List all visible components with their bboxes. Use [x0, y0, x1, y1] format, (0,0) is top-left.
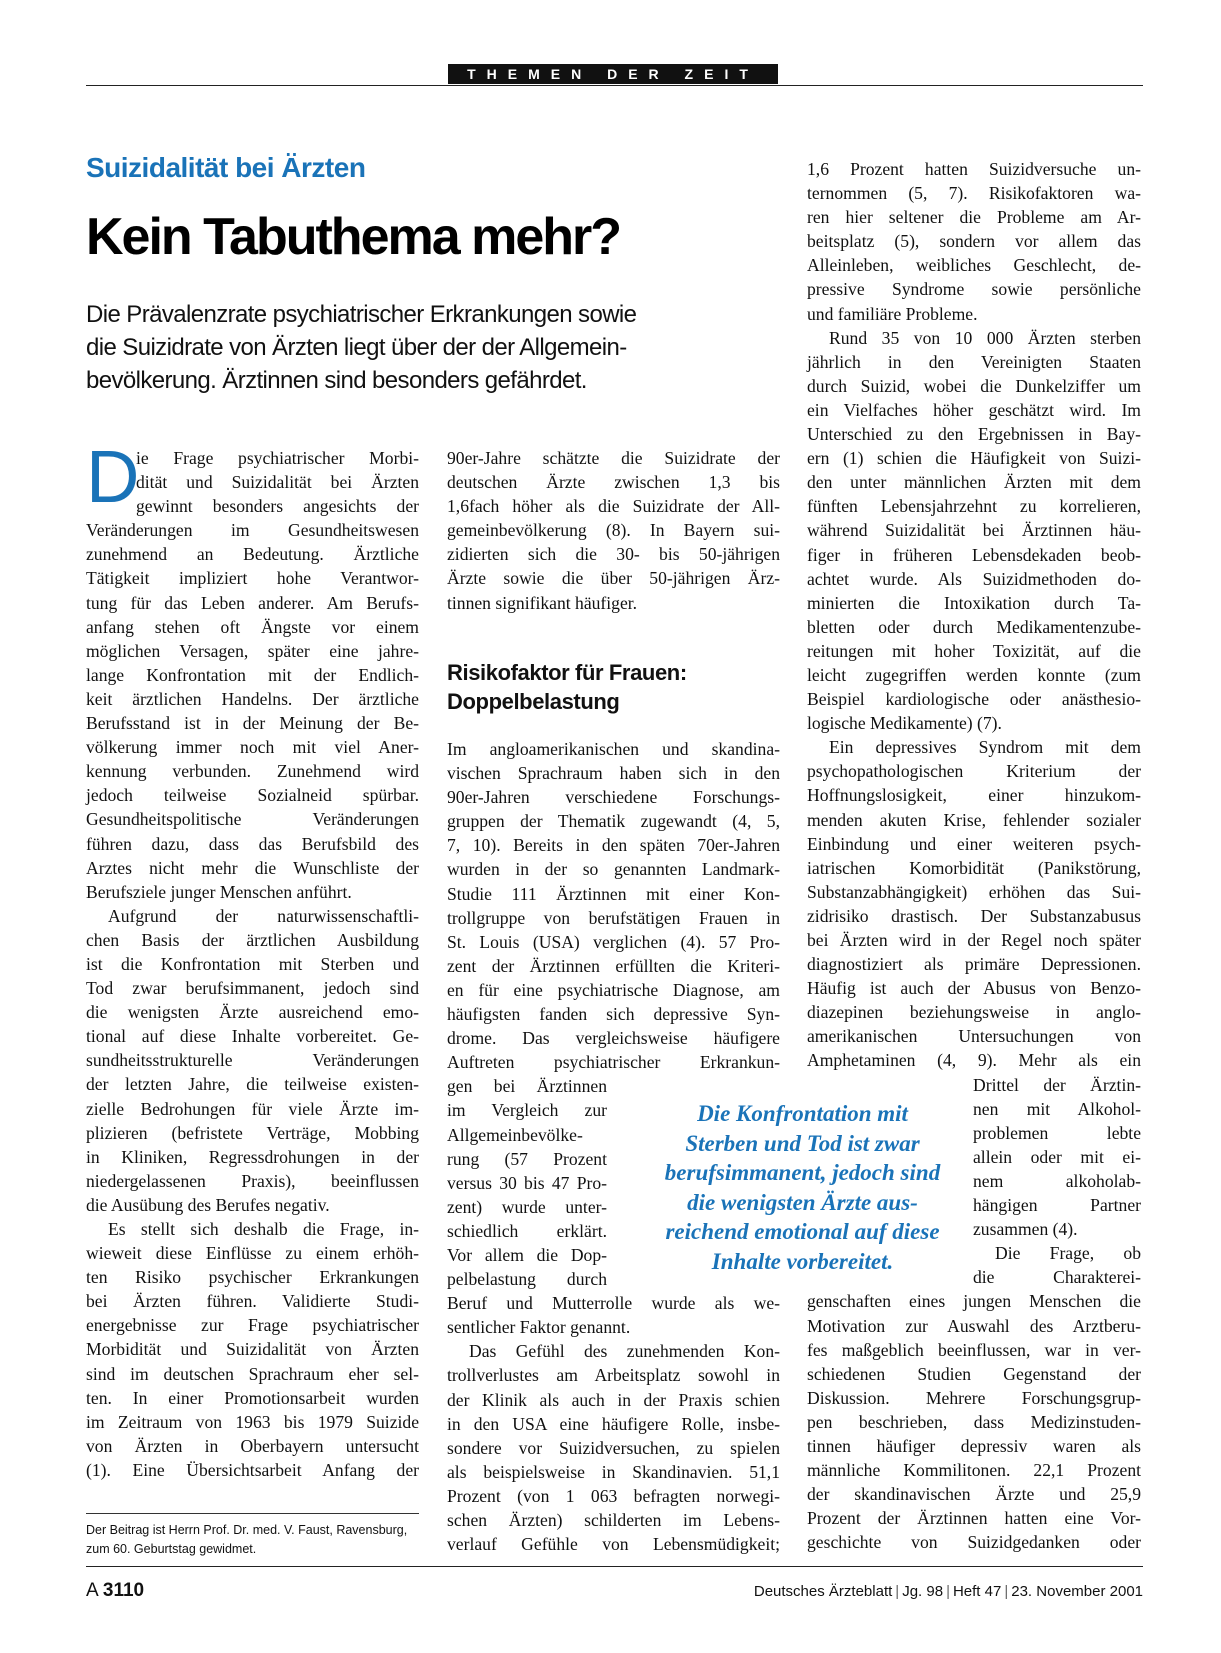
lead-line: bevölkerung. Ärztinnen sind besonders gefährdet.: [86, 367, 587, 394]
text-line: Motivation zur Auswahl des Arztberu-: [807, 1315, 1141, 1336]
text-line: Hoffnungslosigkeit, einer hinzukom-: [807, 785, 1141, 806]
text-line: ie Frage psychiatrischer Morbi-: [136, 448, 419, 468]
text-line: chen Basis der ärztlichen Ausbildung: [86, 929, 419, 950]
text-line: in den USA eine häufigere Rolle, insbe-: [447, 1413, 780, 1434]
text-line: sentlicher Faktor genannt.: [447, 1317, 631, 1338]
text-line: gemeinbevölkerung (8). In Bayern sui-: [447, 520, 780, 541]
text-line: ternommen (5, 7). Risikofaktoren wa-: [807, 183, 1141, 204]
pull-quote-line: Sterben und Tod ist zwar: [685, 1130, 920, 1156]
text-line: bletten oder durch Medikamentenzube-: [807, 616, 1141, 637]
text-line: anfang stehen oft Ängste vor einem: [86, 616, 419, 637]
text-line: Es stellt sich deshalb die Frage, in-: [108, 1219, 419, 1239]
text-line: logische Medikamente) (7).: [807, 713, 1002, 734]
text-line: zidierten sich die 30- bis 50-jährigen: [447, 544, 780, 565]
text-line: führen dazu, dass das Berufsbild des: [86, 833, 419, 854]
page-prefix: A: [86, 1580, 98, 1601]
text-line: tional auf diese Inhalte vorbereitet. Ge-: [86, 1026, 419, 1047]
text-line: pressive Syndrome sowie persönliche: [807, 279, 1141, 300]
text-line: sondere vor Suizidversuchen, zu spielen: [447, 1437, 780, 1458]
text-line: zunehmend an Bedeutung. Ärztliche: [86, 544, 419, 565]
text-line: Ärzte sowie die über 50-jährigen Ärz-: [447, 568, 780, 589]
text-line: rung (57 Prozent: [447, 1148, 607, 1169]
text-line: St. Louis (USA) verglichen (4). 57 Pro-: [447, 931, 780, 952]
page-number-value: 3110: [102, 1580, 145, 1601]
text-line: achtet wurde. Als Suizidmethoden do-: [807, 568, 1141, 589]
text-line: zidrisiko drastisch. Der Substanzabusus: [807, 905, 1141, 926]
pull-quote: [640, 1099, 965, 1276]
text-line: Gesundheitspolitische Veränderungen: [86, 809, 419, 830]
text-line: iatrischen Komorbidität (Panikstörung,: [807, 857, 1141, 878]
text-line: der skandinavischen Ärzte und 25,9: [807, 1484, 1141, 1505]
text-line: lange Konfrontation mit der Endlich-: [86, 664, 419, 685]
text-line: trollgruppe von berufstätigen Frauen in: [447, 907, 780, 928]
text-line: Tod zwar berufsimmanent, jedoch sind: [86, 978, 419, 999]
pull-quote-line: reichend emotional auf diese: [665, 1219, 940, 1244]
section-subhead: [447, 658, 687, 716]
text-line: geschichte von Suizidgedanken oder: [807, 1532, 1141, 1553]
text-line: zent) wurde unter-: [447, 1196, 607, 1217]
text-line: im Vergleich zur: [447, 1100, 607, 1121]
text-line: ern (1) schien die Häufigkeit von Suizi-: [807, 448, 1141, 469]
text-line: reitungen mit hoher Toxizität, auf die: [807, 640, 1141, 661]
text-line: genschaften eines jungen Menschen die: [807, 1291, 1141, 1312]
footer-rule: [86, 1566, 1143, 1567]
text-line: verlauf Gefühle von Lebensmüdigkeit;: [447, 1534, 780, 1555]
text-line: allein oder mit ei-: [973, 1146, 1141, 1167]
text-line: kennung verbunden. Zunehmend wird: [86, 761, 419, 782]
text-line: möglichen Versagen, später eine jahre-: [86, 640, 419, 661]
text-line: der letzten Jahre, die teilweise existen-: [86, 1074, 419, 1095]
text-line: Vor allem die Dop-: [447, 1244, 607, 1265]
journal-name: Deutsches Ärzteblatt: [753, 1583, 893, 1600]
footnote: [86, 1521, 426, 1559]
body-column-3: [807, 157, 1141, 1554]
text-line: der Klinik als auch in der Praxis schien: [447, 1389, 780, 1410]
text-line: Arztes nicht mehr die Wunschliste der: [86, 857, 419, 878]
text-line: den unter männlichen Ärzten mit dem: [807, 472, 1141, 493]
text-line: Beispiel kardiologische oder anästhesio-: [807, 689, 1141, 710]
text-line: völkerung immer noch mit viel Aner-: [86, 737, 419, 758]
text-line: männliche Kommilitonen. 22,1 Prozent: [807, 1460, 1141, 1481]
text-line: von Ärzten in Oberbayern untersucht: [86, 1435, 419, 1456]
text-line: amerikanischen Untersuchungen von: [807, 1026, 1141, 1047]
text-line: figer in früheren Lebensdekaden beob-: [807, 544, 1141, 565]
text-line: Einbindung und einer weiteren psych-: [807, 833, 1141, 854]
pull-quote-line: die wenigsten Ärzte aus-: [687, 1189, 918, 1215]
text-line: im Zeitraum von 1963 bis 1979 Suizide: [86, 1411, 419, 1432]
text-line: gruppen der Thematik zugewandt (4, 5,: [447, 811, 780, 832]
text-line: minierten die Intoxikation durch Ta-: [807, 592, 1141, 613]
text-line: ten. In einer Promotionsarbeit wurden: [86, 1387, 419, 1408]
text-line: ist die Konfrontation mit Sterben und: [86, 953, 419, 974]
lead-line: die Suizidrate von Ärzten liegt über der der Allgemein-: [86, 334, 627, 361]
text-line: Morbidität und Suizidalität von Ärzten: [86, 1339, 419, 1360]
text-line: Auftreten psychiatrischer Erkrankun-: [447, 1052, 780, 1073]
section-label: THEMEN DER ZEIT: [448, 64, 778, 84]
text-line: Allgemeinbevölke-: [447, 1124, 583, 1145]
text-line: Amphetaminen (4, 9). Mehr als ein: [807, 1050, 1141, 1071]
text-line: nem alkoholab-: [973, 1170, 1141, 1191]
text-line: tinnen häufiger depressiv waren als: [807, 1435, 1141, 1456]
text-line: Diskussion. Mehrere Forschungsgrup-: [807, 1387, 1141, 1408]
text-line: Im angloamerikanischen und skandina-: [447, 739, 780, 759]
text-line: bei Ärzten führen. Validierte Studi-: [86, 1291, 419, 1312]
text-line: jährlich in den Vereinigten Staaten: [807, 351, 1141, 372]
text-line: Studie 111 Ärztinnen mit einer Kon-: [447, 883, 780, 904]
text-line: Die Frage, ob: [995, 1243, 1141, 1264]
body-column-1: [86, 446, 419, 1482]
text-line: sind im deutschen Sprachraum eher sel-: [86, 1363, 419, 1384]
text-line: ein Vielfaches höher geschätzt wird. Im: [807, 399, 1141, 420]
text-line: Beruf und Mutterrolle wurde als we-: [447, 1293, 780, 1314]
text-line: und familiäre Probleme.: [807, 303, 978, 324]
article-kicker: Suizidalität bei Ärzten: [86, 152, 366, 183]
text-line: schiedenen Studien Gegenstand der: [807, 1363, 1141, 1384]
text-line: die Charakterei-: [973, 1267, 1141, 1288]
text-line: en für eine psychiatrische Diagnose, am: [447, 979, 780, 1000]
text-line: Prozent (von 1 063 befragten norwegi-: [447, 1485, 780, 1506]
drop-cap: D: [86, 435, 140, 518]
text-line: Drittel der Ärztin-: [973, 1074, 1141, 1095]
text-line: ren hier seltener die Probleme am Ar-: [807, 207, 1141, 228]
text-line: Veränderungen im Gesundheitswesen: [86, 520, 419, 541]
text-line: gewinnt besonders angesichts der: [136, 496, 419, 517]
text-line: hängigen Partner: [973, 1195, 1141, 1216]
footnote-line: Der Beitrag ist Herrn Prof. Dr. med. V. Faust, Ravensburg,: [86, 1523, 408, 1537]
subhead-line: Risikofaktor für Frauen:: [447, 660, 687, 685]
text-line: schen Ärzten) schilderten im Lebens-: [447, 1510, 780, 1530]
text-line: leicht zugegriffen werden konnte (zum: [807, 664, 1141, 685]
text-line: sundheitsstrukturelle Veränderungen: [86, 1050, 419, 1071]
text-line: gen bei Ärztinnen: [447, 1076, 607, 1097]
text-line: Substanzabhängigkeit) erhöhen das Sui-: [807, 881, 1141, 902]
text-line: fes maßgeblich beeinflussen, war in ver-: [807, 1339, 1141, 1360]
text-line: wurden in der so genannten Landmark-: [447, 859, 780, 880]
text-line: Tätigkeit impliziert hohe Verantwor-: [86, 568, 419, 589]
journal-info: Deutsches Ärzteblatt | Jg. 98 | Heft 47 | 23. November 2001: [753, 1583, 1143, 1600]
text-line: Das Gefühl des zunehmenden Kon-: [469, 1341, 780, 1362]
text-line: in Kliniken, Regressdrohungen in der: [86, 1146, 419, 1167]
article-title: Kein Tabuthema mehr?: [86, 208, 621, 266]
text-line: 90er-Jahren verschiedene Forschungs-: [447, 787, 780, 808]
pull-quote-line: Inhalte vorbereitet.: [711, 1248, 894, 1274]
footnote-line: zum 60. Geburtstag gewidmet.: [86, 1542, 257, 1556]
text-line: versus 30 bis 47 Pro-: [447, 1172, 607, 1193]
text-line: energebnisse zur Frage psychiatrischer: [86, 1315, 419, 1336]
text-line: plizieren (befristete Verträge, Mobbing: [86, 1122, 419, 1143]
text-line: ten Risiko psychischer Erkrankungen: [86, 1267, 419, 1288]
text-line: Berufsstand ist in der Meinung der Be-: [86, 713, 419, 734]
footnote-rule: [86, 1513, 419, 1514]
journal-date: 23. November 2001: [1011, 1583, 1143, 1600]
text-line: als beispielsweise in Skandinavien. 51,1: [447, 1461, 780, 1482]
text-line: 7, 10). Bereits in den späten 70er-Jahren: [447, 835, 780, 856]
text-line: menden akuten Krise, fehlender sozialer: [807, 809, 1141, 830]
text-line: Alleinleben, weibliches Geschlecht, de-: [807, 255, 1141, 276]
text-line: häufigsten fanden sich depressive Syn-: [447, 1004, 780, 1025]
subhead-line: Doppelbelastung: [447, 689, 620, 714]
text-line: schiedlich erklärt.: [447, 1220, 607, 1241]
page-number: [86, 1580, 144, 1602]
text-line: deutschen Ärzte zwischen 1,3 bis: [447, 472, 780, 493]
text-line: vischen Sprachraum haben sich in den: [447, 763, 780, 784]
journal-issue: Heft 47: [952, 1583, 1002, 1600]
text-line: Rund 35 von 10 000 Ärzten sterben: [829, 327, 1141, 348]
text-line: bei Ärzten wird in der Regel noch später: [807, 930, 1141, 950]
text-line: keit ärztlichen Handelns. Der ärztliche: [86, 688, 419, 709]
text-line: (1). Eine Übersichtsarbeit Anfang der: [86, 1459, 419, 1480]
text-line: diazepinen beziehungsweise in anglo-: [807, 1002, 1141, 1023]
text-line: Unterschied zu den Ergebnissen in Bay-: [807, 424, 1141, 445]
text-line: Berufsziele junger Menschen anführt.: [86, 881, 352, 902]
header-rule: [86, 85, 1143, 86]
pull-quote-line: Die Konfrontation mit: [697, 1101, 908, 1126]
text-line: pen beschrieben, dass Medizinstuden-: [807, 1411, 1141, 1432]
text-line: drome. Das vergleichsweise häufigere: [447, 1028, 780, 1049]
text-line: nen mit Alkohol-: [973, 1098, 1141, 1119]
body-column-2-top: [447, 446, 780, 615]
text-line: beitsplatz (5), sondern vor allem das: [807, 231, 1141, 252]
text-line: die wenigsten Ärzte ausreichend emo-: [86, 1002, 419, 1023]
text-line: problemen lebte: [973, 1122, 1141, 1143]
text-line: fünften Lebensjahrzehnt zu korrelieren,: [807, 496, 1141, 517]
lead-line: Die Prävalenzrate psychiatrischer Erkrankungen sowie: [86, 301, 637, 328]
journal-volume: Jg. 98: [902, 1583, 944, 1600]
text-line: tung für das Leben anderer. Am Berufs-: [86, 592, 419, 613]
text-line: Häufig ist auch der Abusus von Benzo-: [807, 978, 1141, 999]
text-line: wieweit diese Einflüsse zu einem erhöh-: [86, 1243, 419, 1264]
text-line: jedoch teilweise Sozialneid spürbar.: [86, 785, 419, 806]
text-line: trollverlustes am Arbeitsplatz sowohl in: [447, 1365, 780, 1386]
text-line: Aufgrund der naturwissenschaftli-: [108, 905, 419, 926]
text-line: durch Suizid, wobei die Dunkelziffer um: [807, 375, 1141, 396]
text-line: Prozent der Ärztinnen hatten eine Vor-: [807, 1508, 1141, 1529]
text-line: dität und Suizidalität bei Ärzten: [136, 472, 419, 493]
text-line: niedergelassenen Praxis), beeinflussen: [86, 1170, 419, 1191]
text-line: zent der Ärztinnen erfüllten die Kriteri-: [447, 955, 780, 976]
text-line: die Ausübung des Berufes negativ.: [86, 1194, 330, 1215]
text-line: tinnen signifikant häufiger.: [447, 592, 638, 613]
text-line: zusammen (4).: [973, 1219, 1078, 1240]
text-line: zielle Bedrohungen für viele Ärzte im-: [86, 1098, 419, 1119]
pull-quote-line: berufsimmanent, jedoch sind: [664, 1160, 941, 1185]
text-line: 1,6 Prozent hatten Suizidversuche un-: [807, 159, 1141, 179]
article-lead: [86, 298, 726, 397]
text-line: Ein depressives Syndrom mit dem: [829, 737, 1141, 758]
text-line: 90er-Jahre schätzte die Suizidrate der: [447, 448, 780, 468]
text-line: diagnostiziert als primäre Depressionen.: [807, 954, 1141, 975]
text-line: psychopathologischen Kriterium der: [807, 761, 1141, 782]
text-line: während Suizidalität bei Ärztinnen häu-: [807, 520, 1141, 541]
text-line: pelbelastung durch: [447, 1269, 607, 1290]
text-line: 1,6fach höher als die Suizidrate der All-: [447, 496, 780, 517]
